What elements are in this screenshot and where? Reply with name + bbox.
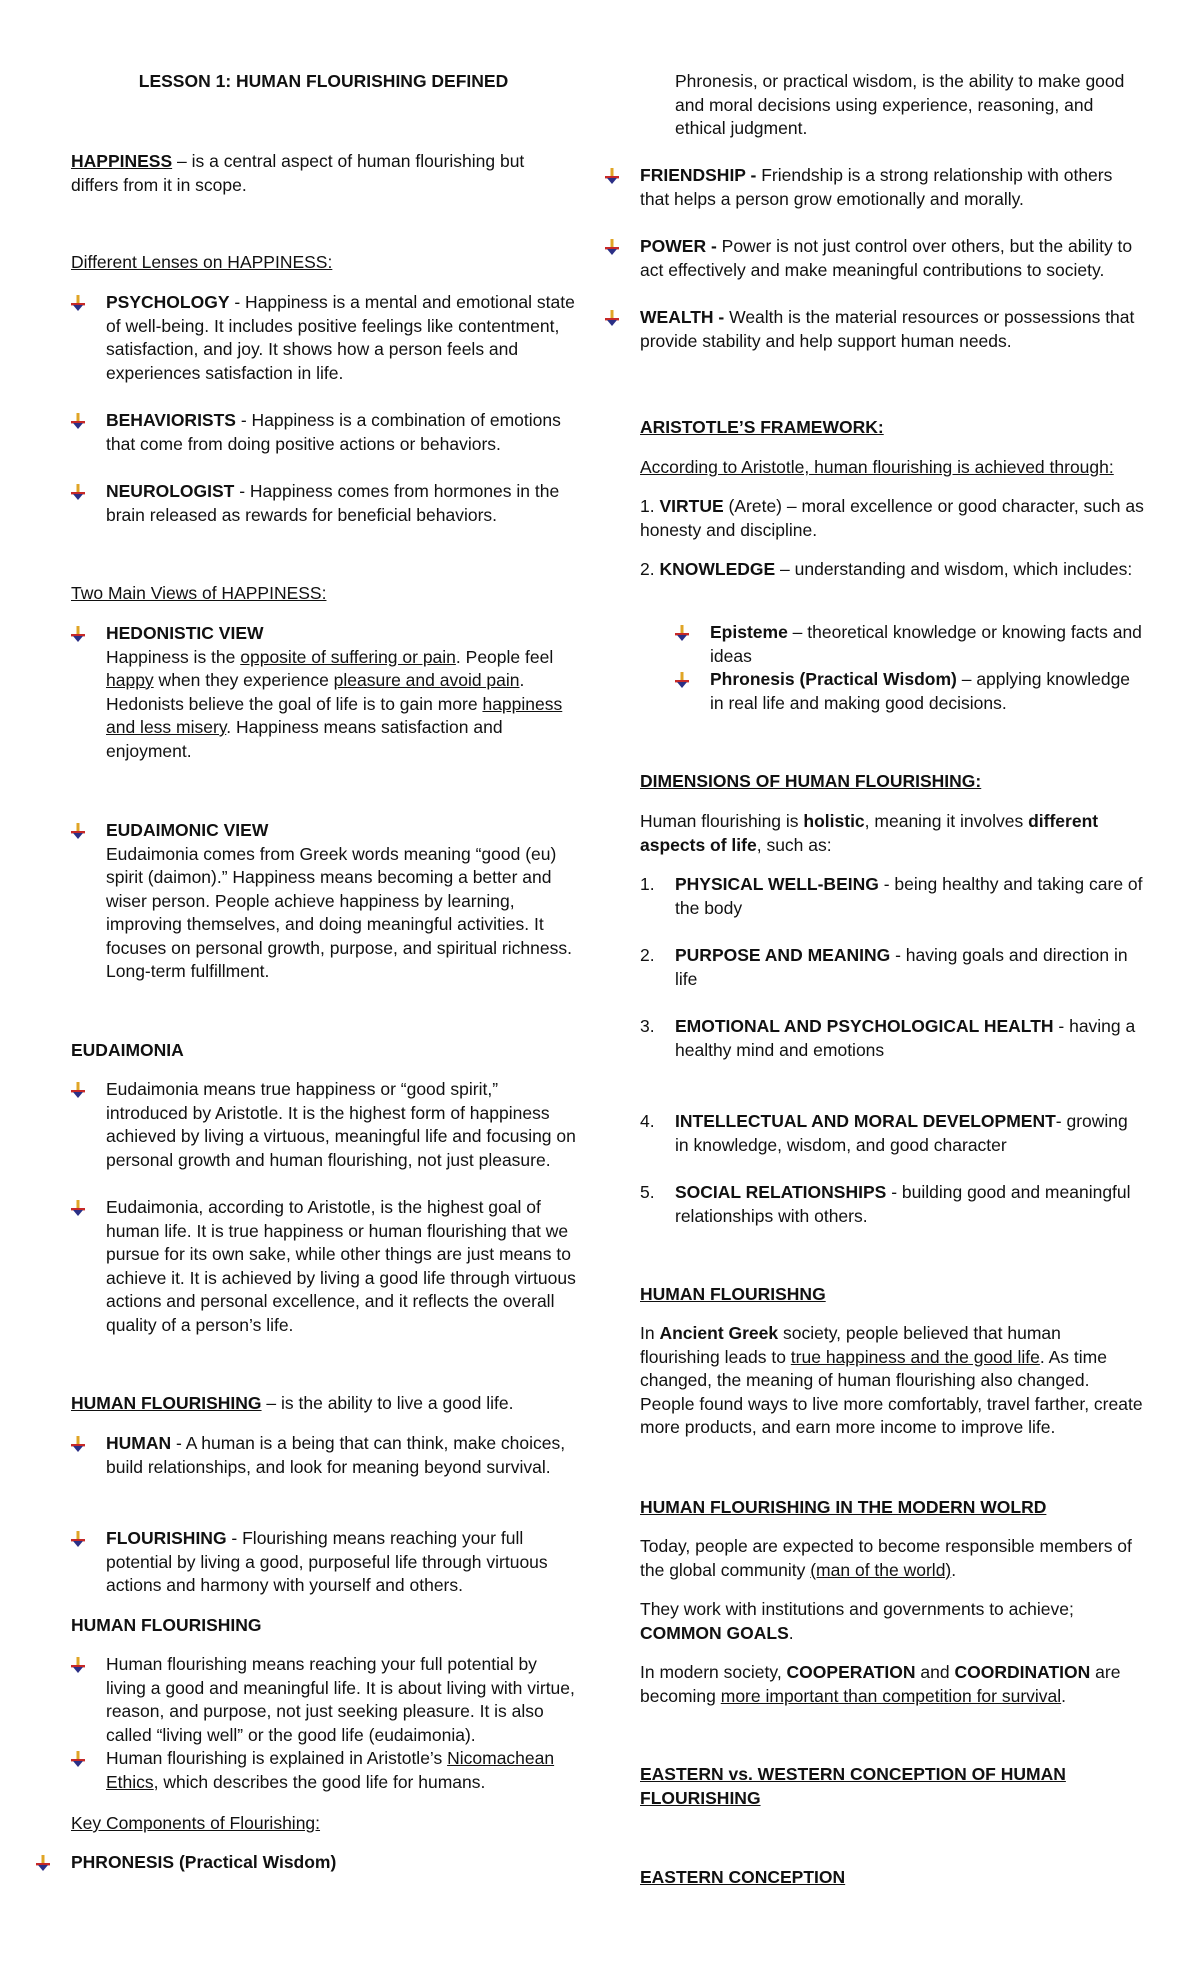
framework-virtue: 1. VIRTUE (Arete) – moral excellence or good character, such as honesty and discipline. xyxy=(640,496,1144,540)
dimensions-heading: DIMENSIONS OF HUMAN FLOURISHING: xyxy=(640,771,982,791)
bullet-arrow-icon xyxy=(71,413,85,429)
dimension-item-3: 3. EMOTIONAL AND PSYCHOLOGICAL HEALTH - having a healthy mind and emotions xyxy=(640,1016,1136,1060)
list-item-hf-1: Human flourishing means reaching your full potential by living a good and meaningful life. It is about living with virtue, reason, and purpose, not just seeking pleasure. It is also called “living well” or the good life (eudaimonia). xyxy=(71,1653,576,1747)
modern-paragraph-3: In modern society, COOPERATION and COORDINATION are becoming more important than competition for survival. xyxy=(640,1662,1121,1706)
greek-paragraph: In Ancient Greek society, people believed that human flourishing leads to true happiness and the good life. As time changed, the meaning of human flourishing also changed. People found ways to live more comfortably, travel farther, create more products, and earn more income to improve life. xyxy=(640,1323,1143,1437)
list-item-wealth: WEALTH - Wealth is the material resources or possessions that provide stability and help support human needs. xyxy=(605,306,1145,353)
components-heading: Key Components of Flourishing: xyxy=(71,1813,321,1833)
list-item-psychology: PSYCHOLOGY - Happiness is a mental and emotional state of well-being. It includes positive feelings like contentment, satisfaction, and joy. It shows how a person feels and experiences satisfaction in life. xyxy=(71,291,576,385)
bullet-arrow-icon xyxy=(71,484,85,500)
dimension-item-2: 2. PURPOSE AND MEANING - having goals and direction in life xyxy=(640,945,1128,989)
aristotle-heading: ARISTOTLE’S FRAMEWORK: xyxy=(640,417,884,437)
page-title: LESSON 1: HUMAN FLOURISHING DEFINED xyxy=(138,71,509,91)
list-item-phronesis: PHRONESIS (Practical Wisdom) xyxy=(36,1851,576,1875)
list-item-phronesis-wisdom: Phronesis (Practical Wisdom) – applying knowledge in real life and making good decisions. xyxy=(675,668,1145,715)
bullet-arrow-icon xyxy=(36,1855,50,1871)
bullet-arrow-icon xyxy=(71,1657,85,1673)
list-item-friendship: FRIENDSHIP - Friendship is a strong relationship with others that helps a person grow emotionally and morally. xyxy=(605,164,1145,211)
bullet-arrow-icon xyxy=(71,1751,85,1767)
modern-world-heading: HUMAN FLOURISHING IN THE MODERN WOLRD xyxy=(640,1497,1047,1517)
bullet-arrow-icon xyxy=(605,168,619,184)
list-item-flourishing: FLOURISHING - Flourishing means reaching your full potential by living a good, purposeful life through virtuous actions and harmony with yourself and others. xyxy=(71,1527,576,1598)
modern-paragraph-2: They work with institutions and governments to achieve; COMMON GOALS. xyxy=(640,1599,1074,1643)
modern-paragraph-1: Today, people are expected to become responsible members of the global community (man of the world). xyxy=(640,1536,1132,1580)
dimension-item-5: 5. SOCIAL RELATIONSHIPS - building good and meaningful relationships with others. xyxy=(640,1182,1131,1226)
list-item-eudaimonic: EUDAIMONIC VIEW Eudaimonia comes from Greek words meaning “good (eu) spirit (daimon).” Happiness means becoming a better and wiser person. People achieve happiness by learning, improving themselves, and doing meaningful activities. It focuses on personal growth, purpose, and spiritual richness. Long-term fulfillment. xyxy=(71,819,576,984)
phronesis-continuation: Phronesis, or practical wisdom, is the ability to make good and moral decisions using experience, reasoning, and ethical judgment. xyxy=(675,71,1125,138)
bullet-arrow-icon xyxy=(71,1531,85,1547)
bullet-arrow-icon xyxy=(71,823,85,839)
bullet-arrow-icon xyxy=(71,1082,85,1098)
bullet-arrow-icon xyxy=(71,1436,85,1452)
bullet-arrow-icon xyxy=(675,625,689,641)
list-item-behaviorists: BEHAVIORISTS - Happiness is a combination of emotions that come from doing positive actions or behaviors. xyxy=(71,409,576,456)
list-item-hf-2: Human flourishing is explained in Aristotle’s Nicomachean Ethics, which describes the good life for humans. xyxy=(71,1747,576,1794)
dimension-item-1: 1. PHYSICAL WELL-BEING - being healthy and taking care of the body xyxy=(640,874,1143,918)
dimension-item-4: 4. INTELLECTUAL AND MORAL DEVELOPMENT- growing in knowledge, wisdom, and good character xyxy=(640,1111,1128,1155)
human-flourishing-heading: HUMAN FLOURISHING xyxy=(71,1615,262,1635)
list-item-neurologist: NEUROLOGIST - Happiness comes from hormones in the brain released as rewards for beneficial behaviors. xyxy=(71,480,576,527)
human-flourishng-heading: HUMAN FLOURISHNG xyxy=(640,1284,826,1304)
dimensions-intro: Human flourishing is holistic, meaning it involves different aspects of life, such as: xyxy=(640,811,1099,855)
human-flourishing-definition: HUMAN FLOURISHING – is the ability to live a good life. xyxy=(71,1393,514,1413)
bullet-arrow-icon xyxy=(605,310,619,326)
eastern-conception-heading: EASTERN CONCEPTION xyxy=(640,1867,846,1887)
bullet-arrow-icon xyxy=(71,295,85,311)
list-item-hedonistic: HEDONISTIC VIEW Happiness is the opposite of suffering or pain. People feel happy when they experience pleasure and avoid pain. Hedonists believe the goal of life is to gain more happiness and less misery. Happiness means satisfaction and enjoyment. xyxy=(71,622,576,763)
eastern-western-heading: EASTERN vs. WESTERN CONCEPTION OF HUMAN FLOURISHING xyxy=(640,1764,1066,1808)
happiness-definition: HAPPINESS – is a central aspect of human flourishing but differs from it in scope. xyxy=(71,151,525,195)
aristotle-subheading: According to Aristotle, human flourishing is achieved through: xyxy=(640,457,1114,477)
lenses-heading: Different Lenses on HAPPINESS: xyxy=(71,252,333,272)
list-item-eudaimonia-2: Eudaimonia, according to Aristotle, is the highest goal of human life. It is true happiness or human flourishing that we pursue for its own sake, while other things are just means to achieve it. It is achieved by living a good life through virtuous actions and personal excellence, and it reflects the overall quality of a person’s life. xyxy=(71,1196,576,1337)
bullet-arrow-icon xyxy=(71,626,85,642)
list-item-human: HUMAN - A human is a being that can think, make choices, build relationships, and look for meaning beyond survival. xyxy=(71,1432,576,1479)
framework-knowledge: 2. KNOWLEDGE – understanding and wisdom, which includes: xyxy=(640,559,1133,579)
bullet-arrow-icon xyxy=(675,672,689,688)
bullet-arrow-icon xyxy=(605,239,619,255)
list-item-episteme: Episteme – theoretical knowledge or knowing facts and ideas xyxy=(675,621,1145,668)
list-item-power: POWER - Power is not just control over others, but the ability to act effectively and make meaningful contributions to society. xyxy=(605,235,1145,282)
bullet-arrow-icon xyxy=(71,1200,85,1216)
list-item-eudaimonia-1: Eudaimonia means true happiness or “good spirit,” introduced by Aristotle. It is the highest form of happiness achieved by living a virtuous, meaningful life and focusing on personal growth and human flourishing, not just pleasure. xyxy=(71,1078,576,1172)
views-heading: Two Main Views of HAPPINESS: xyxy=(71,583,327,603)
eudaimonia-heading: EUDAIMONIA xyxy=(71,1040,184,1060)
